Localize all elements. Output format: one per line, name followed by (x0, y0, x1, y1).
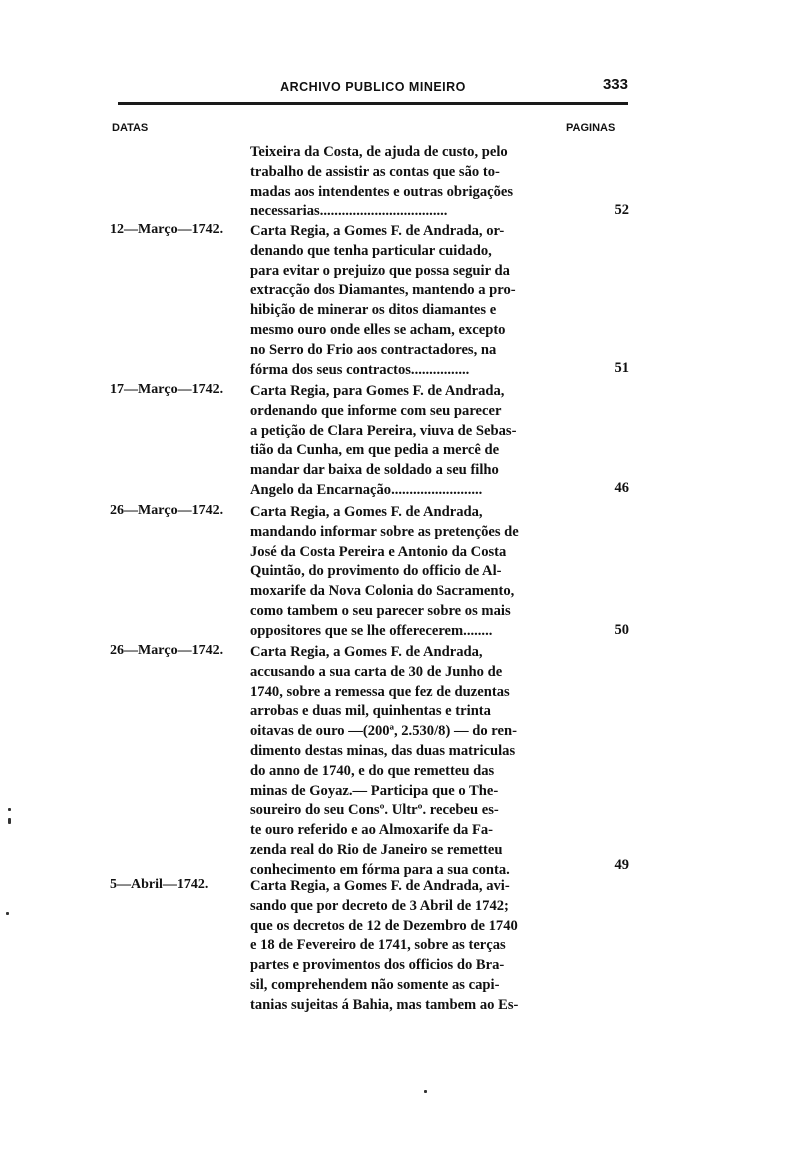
entry-line: trabalho de assistir as contas que são to- (250, 163, 500, 180)
entry-line: Carta Regia, a Gomes F. de Andrada, or- (250, 223, 505, 239)
entry-line: 1740, sobre a remessa que fez de duzentas (250, 683, 510, 700)
entry-page-number: 46 (614, 480, 629, 496)
column-header-dates: DATAS (112, 122, 149, 134)
column-header-pages: PAGINAS (566, 122, 616, 134)
entry-line: Teixeira da Costa, de ajuda de custo, pelo (250, 144, 508, 160)
entry-date: 5—Abril—1742. (110, 877, 209, 892)
entry-line: oitavas de ouro —(200ª, 2.530/8) — do ren- (250, 723, 517, 740)
entry-line: no Serro do Frio aos contractadores, na (250, 341, 497, 358)
entry-line: tião da Cunha, em que pedia a mercê de (250, 442, 500, 459)
entry-line: madas aos intendentes e outras obrigações (250, 183, 514, 200)
entry-line: mesmo ouro onde elles se acham, excepto (250, 321, 506, 338)
entry-line: hibição de minerar os ditos diamantes e (250, 302, 497, 319)
entry-line: zenda real do Rio de Janeiro se remetteu (250, 841, 503, 858)
entry-line: moxarife da Nova Colonia do Sacramento, (250, 583, 515, 600)
entry-line: José da Costa Pereira e Antonio da Costa (250, 543, 507, 560)
entry-line: minas de Goyaz.— Participa que o The- (250, 782, 499, 799)
running-title: ARCHIVO PUBLICO MINEIRO (280, 80, 466, 94)
entry-line: partes e provimentos dos officios do Bra- (250, 957, 505, 974)
scan-speck (8, 818, 11, 824)
entry-line: a petição de Clara Pereira, viuva de Sebas- (250, 422, 517, 439)
entry-text (250, 382, 552, 501)
entry-line: extracção dos Diamantes, mantendo a pro- (250, 282, 516, 299)
entry-line: sando que por decreto de 3 Abril de 1742; (250, 897, 509, 914)
entry-date: 17—Março—1742. (110, 382, 224, 397)
entry-text (250, 143, 552, 222)
entry-text (250, 643, 552, 881)
entry-line: fórma dos seus contractos................ (250, 361, 470, 378)
entry-text (250, 877, 552, 1016)
entry-line: Quintão, do provimento do officio de Al- (250, 563, 502, 580)
scan-speck (424, 1090, 427, 1093)
entry-text (250, 222, 552, 380)
entry-page-number: 50 (614, 622, 629, 638)
entry-line: Carta Regia, para Gomes F. de Andrada, (250, 383, 505, 399)
entry-line: te ouro referido e ao Almoxarife da Fa- (250, 822, 494, 839)
entry-line: soureiro do seu Consº. Ultrº. recebeu es- (250, 802, 499, 819)
entry-line: oppositores que se lhe offerecerem........ (250, 622, 493, 639)
entry-line: ordenando que informe com seu parecer (250, 402, 502, 419)
entry-text (250, 503, 552, 642)
scan-speck (6, 912, 9, 915)
entry-line: dimento destas minas, das duas matriculas (250, 742, 516, 759)
entry-line: arrobas e duas mil, quinhentas e trinta (250, 703, 491, 720)
entry-date: 26—Março—1742. (110, 643, 224, 658)
entry-line: mandando informar sobre as pretenções de (250, 523, 519, 540)
entry-page-number: 52 (614, 202, 629, 218)
entry-line: accusando a sua carta de 30 de Junho de (250, 663, 503, 680)
page-number: 333 (602, 76, 628, 93)
entry-line: e 18 de Fevereiro de 1741, sobre as terças (250, 937, 506, 954)
entry-line: do anno de 1740, e do que remetteu das (250, 762, 495, 779)
entry-line: Carta Regia, a Gomes F. de Andrada, avi- (250, 878, 510, 894)
entry-line: tanias sujeitas á Bahia, mas tambem ao Es- (250, 996, 519, 1013)
entry-line: necessarias................................... (250, 203, 448, 220)
entry-line: que os decretos de 12 de Dezembro de 1740 (250, 917, 518, 934)
entry-line: sil, comprehendem não somente as capi- (250, 976, 500, 993)
entry-line: Carta Regia, a Gomes F. de Andrada, (250, 504, 483, 520)
entry-page-number: 51 (614, 360, 629, 376)
entry-line: conhecimento em fórma para a sua conta. (250, 861, 510, 878)
running-header (118, 74, 628, 105)
entry-line: Angelo da Encarnação......................... (250, 481, 483, 498)
entry-date: 12—Março—1742. (110, 222, 224, 237)
entry-line: como tambem o seu parecer sobre os mais (250, 602, 511, 619)
entry-line: Carta Regia, a Gomes F. de Andrada, (250, 644, 483, 660)
entry-page-number: 49 (614, 857, 629, 873)
entry-line: mandar dar baixa de soldado a seu filho (250, 462, 499, 479)
entry-line: para evitar o prejuizo que possa seguir da (250, 262, 510, 279)
entry-date: 26—Março—1742. (110, 503, 224, 518)
scan-speck (8, 808, 11, 811)
entry-line: denando que tenha particular cuidado, (250, 242, 492, 259)
